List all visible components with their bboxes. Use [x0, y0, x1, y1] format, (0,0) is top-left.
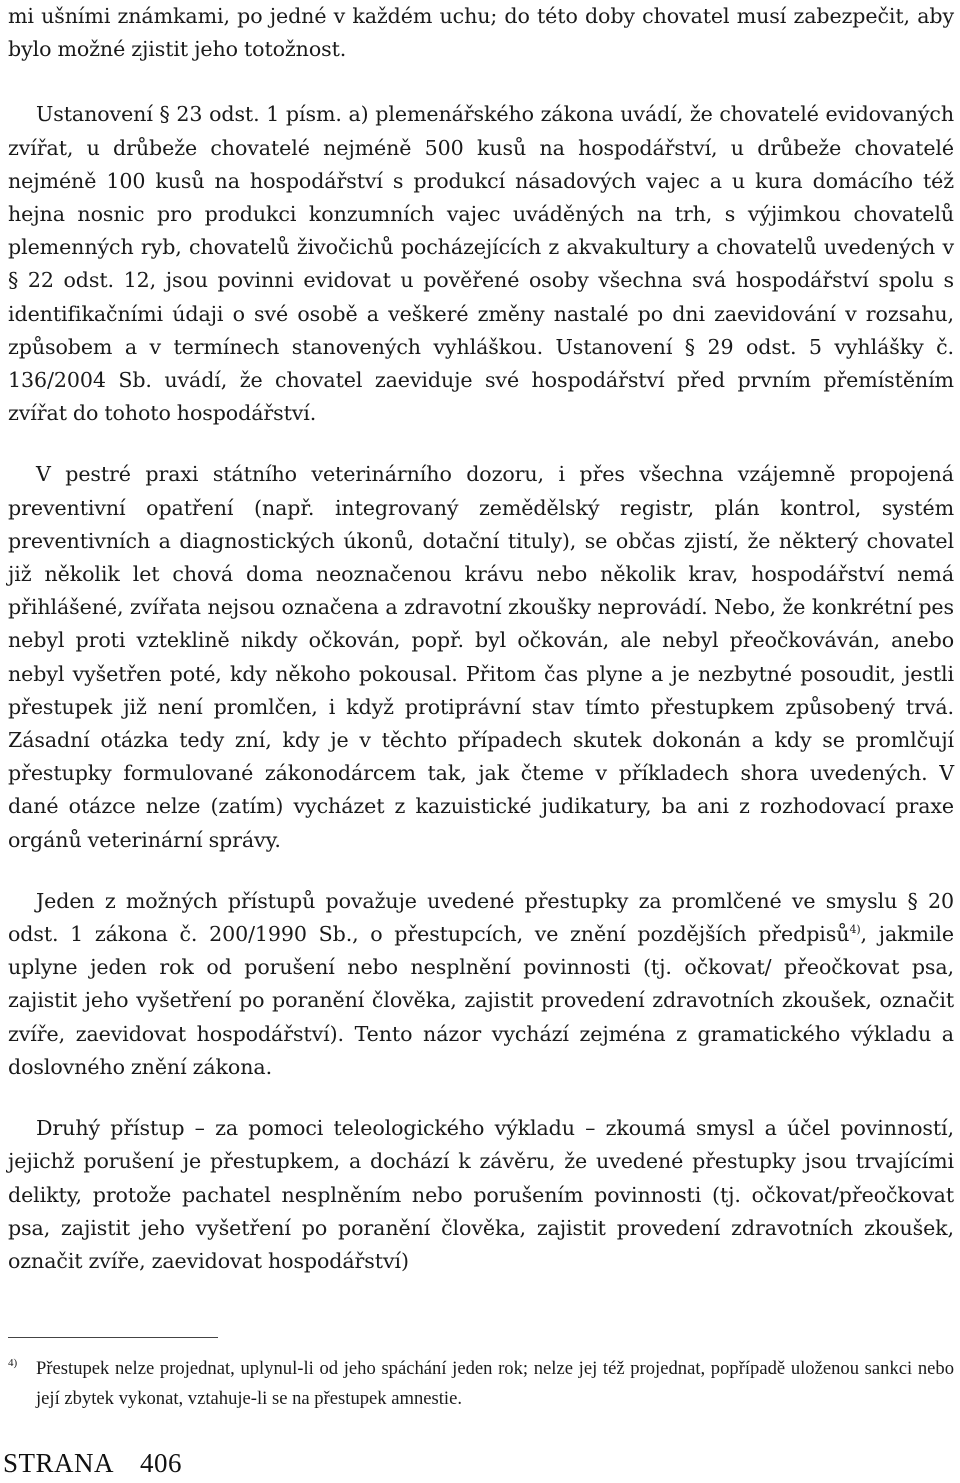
- footnote-mark: 4): [8, 1357, 18, 1369]
- footnote: [8, 1354, 954, 1414]
- footnote-reference: 4): [849, 923, 861, 937]
- document-page: [8, 0, 954, 1278]
- paragraph-1: mi ušními známkami, po jedné v každém uchu; do této doby chovatel musí zabezpečit, aby bylo možné zjistit jeho totožnost.: [8, 4, 954, 62]
- paragraph-4-text-start: Jeden z možných přístupů považuje uvedené přestupky za promlčené ve smyslu § 20 odst. 1 zákona č. 200/1990 Sb., o přestupcích, ve znění pozdějších předpisů: [8, 888, 954, 947]
- paragraph-2: Ustanovení § 23 odst. 1 písm. a) plemenářského zákona uvádí, že chovatelé evidovaných zvířat, u drůbeže chovatelé nejméně 500 kusů na hospodářství, u drůbeže chovatelé nejméně 100 kusů na hospodářství s produkcí násadových vajec a u kura domácího též hejna nosnic pro produkci konzumních vajec uváděných na trh, s výjimkou chovatelů plemenných ryb, chovatelů živočichů pocházejících z akvakultury a chovatelů uvedených v § 22 odst. 12, jsou povinni evidovat u pověřené osoby všechna svá hospodářství spolu s identifikačními údaji o své osobě a veškeré změny nastalé po dni zaevidování v rozsahu, způsobem a v termínech stanovených vyhláškou. Ustanovení § 29 odst. 5 vyhlášky č. 136/2004 Sb. uvádí, že chovatel zaeviduje své hospodářství před prvním přemístěním zvířat do tohoto hospodářství.: [8, 102, 954, 426]
- paragraph-5: Druhý přístup – za pomoci teleologického výkladu – zkoumá smysl a účel povinností, jejichž porušení je přestupkem, a dochází k závěru, že uvedené přestupky jsou trvajícími delikty, protože pachatel nesplněním nebo porušením povinnosti (tj. očkovat/přeočkovat psa, zajistit jeho vyšetření po poranění člověka, zajistit provedení zdravotních zkoušek, označit zvíře, zaevidovat hospodářství): [8, 1116, 954, 1273]
- footnote-separator: [8, 1337, 218, 1338]
- paragraph-4: [8, 885, 954, 1084]
- page-footer: [3, 1447, 182, 1479]
- paragraph-4-text-end: , jakmile uplyne jeden rok od porušení nebo nesplnění povinnosti (tj. očkovat/ přeočkovat psa, zajistit jeho vyšetření po poranění člověka, zajistit provedení zdravotních zkoušek, označit zvíře, zaevidovat hospodářství). Tento názor vychází zejména z gramatického výkladu a doslovného znění zákona.: [8, 922, 954, 1079]
- page-number: 406: [140, 1448, 183, 1478]
- footnote-text: Přestupek nelze projednat, uplynul-li od jeho spáchání jeden rok; nelze jej též projednat, popřípadě uloženou sankci nebo její zbytek vykonat, vztahuje-li se na přestupek amnestie.: [36, 1358, 954, 1409]
- page-label: STRANA: [3, 1448, 115, 1478]
- paragraph-3: V pestré praxi státního veterinárního dozoru, i přes všechna vzájemně propojená preventivní opatření (např. integrovaný zemědělský registr, plán kontrol, systém preventivních a diagnostických úkonů, dotační tituly), se občas zjistí, že některý chovatel již několik let chová doma neoznačenou krávu nebo několik krav, hospodářství nemá přihlášené, zvířata nejsou označena a zdravotní zkoušky neprovádí. Nebo, že konkrétní pes nebyl proti vzteklině nikdy očkován, popř. byl očkován, ale nebyl přeočkováván, anebo nebyl vyšetřen poté, kdy někoho pokousal. Přitom čas plyne a je nezbytné posoudit, jestli přestupek již není promlčen, i když protiprávní stav tímto přestupkem způsobený trvá. Zásadní otázka tedy zní, kdy je v těchto případech skutek dokonán a kdy se promlčují přestupky formulované zákonodárcem tak, jak čteme v příkladech shora uvedených. V dané otázce nelze (zatím) vycházet z kazuistické judikatury, ba ani z rozhodovací praxe orgánů veterinární správy.: [8, 462, 954, 852]
